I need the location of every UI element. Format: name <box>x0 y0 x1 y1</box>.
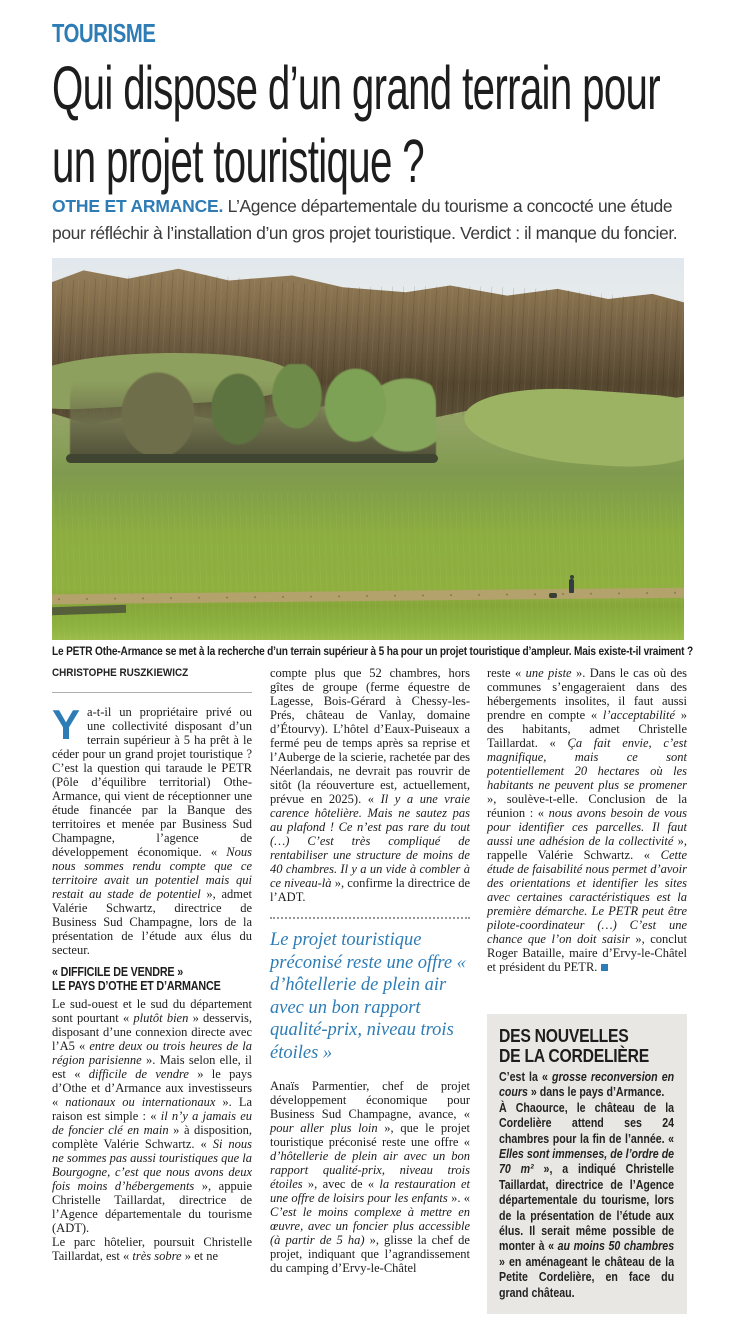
hero-photo <box>52 258 684 640</box>
section-subhead-line2: LE PAYS D’OTHE ET D’ARMANCE <box>52 978 221 993</box>
sidebar-heading-line2: DE LA CORDELIÈRE <box>499 1044 649 1066</box>
byline <box>52 666 252 693</box>
paragraph-final: reste « une piste ». Dans le cas où des communes s’engageraient dans des hébergements insolites, il faut aussi prendre en compte « l’acceptabilité » des habitants, admet Christelle Taillardat. « Ça fait envie, c’est magnifique, mais ce sont potentiellement 20 hectares où les habitants ne peuvent plus se promener », soulève-t-elle. Conclusion de la réunion : « nous avons besoin de vous pour identifier ces parcelles. Il faut aussi une adhésion de la collectivité », rappelle Valérie Schwartz. « Cette étude de faisabilité nous permet d’avoir des orientations et identifier les sites avec certaines caractéristiques est la première démarche. Le PETR peut être pilote-coordinateur (…) C’est une chance que l’on doit saisir », conclut Roger Bataille, maire d’Ervy-le-Châtel et président du PETR. <box>487 666 688 974</box>
sidebar-paragraph: C’est la « grosse reconversion en cours » dans le pays d’Armance. <box>499 1070 675 1100</box>
paragraph-lead: Ya-t-il un propriétaire privé ou une collectivité disposant d’un terrain supérieur à 5 ha prêt à le céder pour un grand projet touristique ? C’est la question qui taraude le PETR (Pôle d’équilibre territorial) Othe-Armance, qui vient de réceptionner une étude financée par la Banque des territoires et menée par Business Sud Champagne, l’agence de développement économique. « Nous nous sommes rendu compte que ce territoire avait un potentiel mais qui restait au stade de potentiel », admet Valérie Schwartz, directrice de Business Sud Champagne, lors de la présentation de l’étude aux élus du secteur. <box>52 701 252 957</box>
section-kicker-label: TOURISME <box>52 18 156 48</box>
pull-quote: Le projet touristique préconisé reste une offre « d’hôtellerie de plein air avec un bon rapport qualité-prix, niveau trois étoiles » <box>270 930 466 1063</box>
photo-caption: Le PETR Othe-Armance se met à la recherche d’un terrain supérieur à 5 ha pour un projet touristique d’ampleur. Mais existe-t-il vraiment ? <box>52 646 693 658</box>
article-column-3 <box>487 666 687 1314</box>
sidebar-body <box>499 1070 674 1301</box>
article-column-2 <box>270 666 470 1275</box>
photo-green-slope-right <box>462 382 684 473</box>
sidebar-paragraph: À Chaource, le château de la Cordelière attend ses 24 chambres pour la fin de l’année. « Elles sont immenses, de l’ordre de 70 m² », a indiqué Christelle Taillardat, directrice de l’Agence départementale du tourisme, lors de la présentation de l’étude aux élus. Il serait même possible de monter à « au moins 50 chambres » en aménageant le château de la Petite Cordelière, en face du grand château. <box>499 1100 675 1300</box>
pull-quote-rule <box>270 917 470 919</box>
end-mark-square <box>601 964 608 971</box>
sidebar-box <box>487 1014 687 1314</box>
article-column-1 <box>52 666 252 1263</box>
paragraph: Le sud-ouest et le sud du département sont pourtant « plutôt bien » desservis, disposant d’une connexion directe avec l’A5 « entre deux ou trois heures de la région parisienne ». Mais selon elle, il est « difficile de vendre » le pays d’Othe et d’Armance aux investisseurs « nationaux ou internationaux ». La raison est simple : « il n’y a jamais eu de foncier clé en main » à disposition, complète Valérie Schwartz. « Si nous ne sommes pas aussi touristiques que la Bourgogne, c’est que nous avons deux fois moins d’hébergements », appuie Christelle Taillardat, directrice de l’Agence départementale du tourisme (ADT). <box>52 997 253 1235</box>
byline-author: CHRISTOPHE RUSZKIEWICZ <box>52 667 189 679</box>
article-headline-text: Qui dispose d’un grand terrain pour un projet touristique ? <box>52 54 661 195</box>
standfirst-label: OTHE ET ARMANCE. <box>52 196 224 216</box>
standfirst-text: L’Agence départementale du tourisme a concocté une étude pour réfléchir à l’installation d’un gros projet touristique. Verdict : il manque du foncier. <box>52 196 678 243</box>
article-headline <box>52 52 692 202</box>
sidebar-heading <box>499 1026 675 1065</box>
sidebar-heading-line1: DES NOUVELLES <box>499 1025 629 1046</box>
section-subhead-line1: « DIFFICILE DE VENDRE » <box>52 965 184 979</box>
photo-walker <box>569 579 574 593</box>
section-subhead <box>52 966 252 993</box>
paragraph: Le parc hôtelier, poursuit Christelle Taillardat, est « très sobre » et ne <box>52 1235 252 1263</box>
photo-crop-rows-texture <box>52 493 684 640</box>
drop-cap: Y <box>52 701 81 748</box>
photo-dog <box>549 593 557 598</box>
paragraph: compte plus que 52 chambres, hors gîtes de groupe (ferme équestre de Lagesse, Bois-Gérard à Chessy-les-Prés, château de Vanlay, domaine d’Étourvy). L’hôtel d’Eaux-Puiseaux a fermé peu de temps après sa reprise et l’Auberge de la scierie, rachetée par des Néerlandais, ne devrait pas rouvrir de sitôt (la réouverture est, actuellement, prévue en 2025). « Il y a une vraie carence hôtelière. Mais ne sautez pas au plafond ! Ce n’est pas rare du tout (…) C’est très compliqué de rentabiliser une structure de moins de 40 chambres. Il y a un vide à combler à ce niveau-là », confirme la directrice de l’ADT. <box>270 666 471 904</box>
paragraph: Anaïs Parmentier, chef de projet développement économique pour Business Sud Champagne, avance, « pour aller plus loin », que le projet touristique préconisé reste une offre « d’hôtellerie de plein air avec un bon rapport qualité-prix, niveau trois étoiles », avec de « la restauration et une offre de loisirs pour les enfants ». « C’est le moins complexe à mettre en œuvre, avec un foncier plus accessible (à partir de 5 ha) », glisse la chef de projet, indiquant que l’agrandissement du camping d’Ervy-le-Châtel <box>270 1079 470 1275</box>
photo-hedge-shadow <box>66 454 438 463</box>
section-kicker <box>52 18 185 49</box>
standfirst <box>52 193 688 247</box>
photo-tree-copse <box>70 364 436 462</box>
